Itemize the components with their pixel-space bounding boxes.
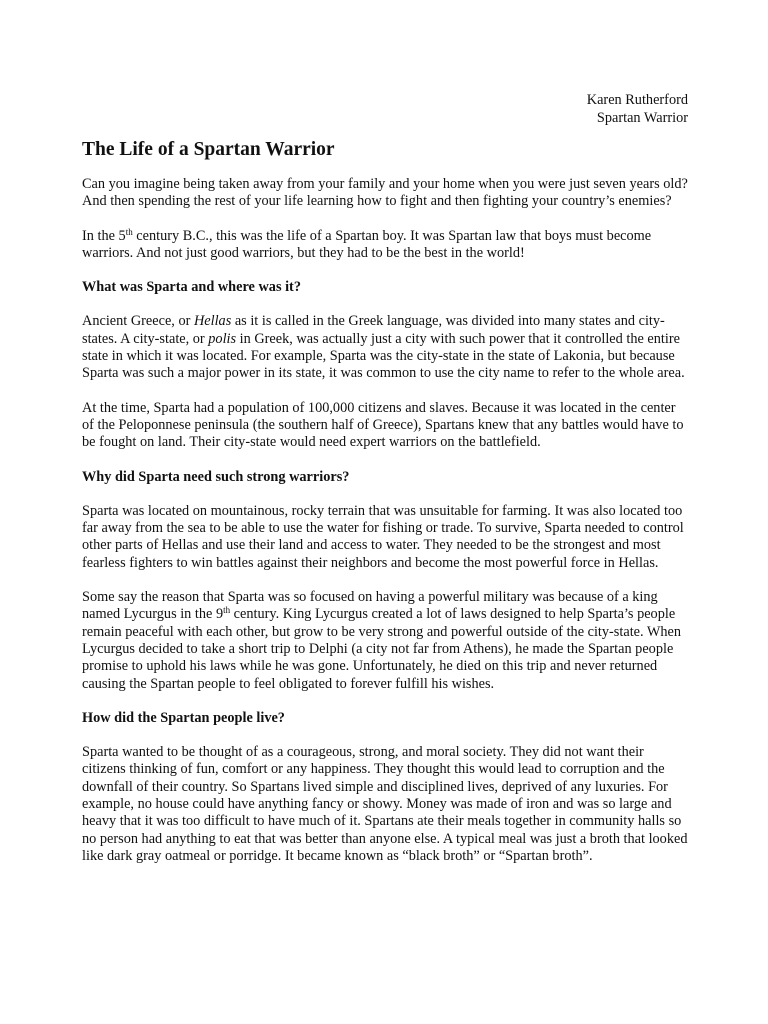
section2-paragraph-2 bbox=[82, 589, 688, 693]
author-name: Karen Rutherford bbox=[586, 92, 688, 108]
section2-paragraph-2-start: Some say the reason that Sparta was so focused on having a powerful military was because of a king named Lycurgus in the 9 bbox=[82, 589, 658, 623]
polis-term: polis bbox=[208, 330, 237, 347]
section1-paragraph-1 bbox=[82, 313, 688, 382]
intro-paragraph-1: Can you imagine being taken away from your family and your home when you were just seven years old? And then spending the rest of your life learning how to fight and then fighting your country’s enemies? bbox=[82, 176, 688, 210]
ordinal-superscript: th bbox=[125, 226, 133, 237]
document-subject: Spartan Warrior bbox=[596, 110, 688, 126]
section-heading-strong-warriors: Why did Sparta need such strong warriors? bbox=[82, 468, 350, 485]
section1-paragraph-1-part-a: Ancient Greece, or bbox=[82, 313, 194, 330]
section2-paragraph-1: Sparta was located on mountainous, rocky terrain that was unsuitable for farming. It was also located too far away from the sea to be able to use the water for fishing or trade. To survive, Sparta needed to control other parts of Hellas and use their land and access to water. They needed to be the strongest and most fearless fighters to win battles against their neighbors and become the most powerful force in Hellas. bbox=[82, 502, 684, 571]
section2-paragraph-2-end: century. King Lycurgus created a lot of laws designed to help Sparta’s people remain peaceful with each other, but grow to be very strong and powerful outside of the city-state. When Lycurgus decided to take a short trip to Delphi (a city not far from Athens), he made the Spartan people promise to uphold his laws while he was gone. Unfortunately, he died on this trip and never returned causing the Spartan people to feel obligated to forever fulfill his wishes. bbox=[82, 606, 682, 692]
document-header bbox=[82, 91, 688, 127]
section1-paragraph-1-part-b: as it is called in the Greek language, was divided into many states and city-states. A city-state, or bbox=[82, 313, 665, 347]
section-heading-sparta-location: What was Sparta and where was it? bbox=[82, 279, 301, 296]
intro-paragraph-2-start: In the 5 bbox=[82, 227, 126, 244]
section3-paragraph-1: Sparta wanted to be thought of as a courageous, strong, and moral society. They did not want their citizens thinking of fun, comfort or any happiness. They thought this would lead to corruption and the downfall of their country. So Spartans lived simple and disciplined lives, deprived of any luxuries. For example, no house could have anything fancy or showy. Money was made of iron and was so large and heavy that it was too difficult to have much of it. Spartans ate their meals together in community halls so no person had anything to eat that was better than anyone else. A typical meal was just a broth that looked like dark gray oatmeal or porridge. It became known as “black broth” or “Spartan broth”. bbox=[82, 744, 688, 864]
section-heading-spartan-life: How did the Spartan people live? bbox=[82, 709, 285, 726]
ordinal-superscript: th bbox=[223, 605, 231, 616]
intro-paragraph-2 bbox=[82, 228, 688, 263]
hellas-term: Hellas bbox=[193, 313, 232, 330]
document-title: The Life of a Spartan Warrior bbox=[82, 139, 335, 160]
section1-paragraph-1-part-c: in Greek, was actually just a city with such power that it controlled the entire state in which it was located. For example, Sparta was the city-state in the state of Lakonia, but because Sparta was such a major power in its state, it was common to use the city name to refer to the whole area. bbox=[82, 330, 685, 382]
section1-paragraph-2: At the time, Sparta had a population of 100,000 citizens and slaves. Because it was located in the center of the Peloponnese peninsula (the southern half of Greece), Spartans knew that any battles would have to be fought on land. Their city-state would need expert warriors on the battlefield. bbox=[82, 399, 684, 451]
intro-paragraph-2-end: century B.C., this was the life of a Spartan boy. It was Spartan law that boys must become warriors. And not just good warriors, but they had to be the best in the world! bbox=[82, 227, 652, 261]
document-page bbox=[82, 91, 688, 882]
